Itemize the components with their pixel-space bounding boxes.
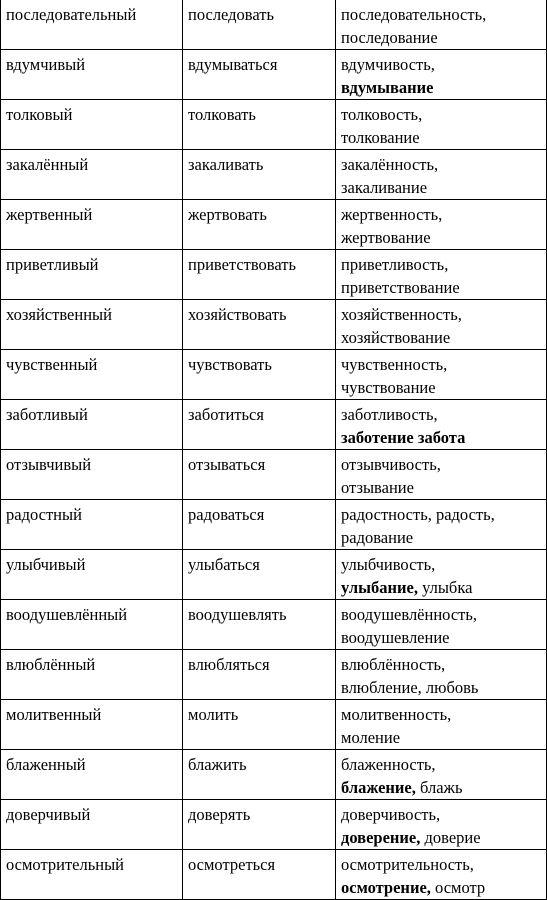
noun-segment: радостность, радость, <box>341 505 495 524</box>
noun-line <box>341 53 542 76</box>
noun-bold-segment: улыбание, <box>341 578 418 597</box>
verb-cell: доверять <box>183 800 336 850</box>
adjective-cell: осмотрительный <box>1 850 183 900</box>
noun-segment: отзывание <box>341 478 414 497</box>
noun-line <box>341 703 542 726</box>
noun-bold-segment: осмотрение, <box>341 878 431 897</box>
table-row <box>1 350 547 400</box>
table-row <box>1 800 547 850</box>
table-row <box>1 200 547 250</box>
noun-line <box>341 503 542 526</box>
noun-line <box>341 76 542 99</box>
noun-cell <box>336 0 547 50</box>
noun-segment: приветствование <box>341 278 460 297</box>
noun-cell <box>336 850 547 900</box>
noun-segment: улыбка <box>417 578 473 597</box>
table-body <box>1 0 547 900</box>
verb-cell: вдумываться <box>183 50 336 100</box>
noun-line <box>341 453 542 476</box>
noun-cell <box>336 250 547 300</box>
adjective-cell: заботливый <box>1 400 183 450</box>
noun-line <box>341 376 542 399</box>
noun-line <box>341 3 542 26</box>
verb-cell: улыбаться <box>183 550 336 600</box>
noun-cell <box>336 550 547 600</box>
noun-line <box>341 203 542 226</box>
table-row <box>1 750 547 800</box>
verb-cell: последовать <box>183 0 336 50</box>
noun-line <box>341 126 542 149</box>
noun-segment: влюблённость, <box>341 655 446 674</box>
adjective-cell: вдумчивый <box>1 50 183 100</box>
noun-segment: радование <box>341 528 414 547</box>
noun-segment: молитвенность, <box>341 705 452 724</box>
verb-cell: радоваться <box>183 500 336 550</box>
noun-cell <box>336 700 547 750</box>
table-row <box>1 300 547 350</box>
noun-line <box>341 776 542 799</box>
noun-cell <box>336 400 547 450</box>
noun-segment: воодушевление <box>341 628 450 647</box>
noun-line <box>341 226 542 249</box>
noun-cell <box>336 200 547 250</box>
noun-segment: чувствование <box>341 378 436 397</box>
noun-cell <box>336 750 547 800</box>
noun-segment: блажь <box>415 778 463 797</box>
noun-segment: воодушевлённость, <box>341 605 478 624</box>
noun-bold-segment: вдумывание <box>341 78 434 97</box>
noun-segment: заботливость, <box>341 405 438 424</box>
noun-segment: отзывчивость, <box>341 455 441 474</box>
noun-line <box>341 103 542 126</box>
noun-segment: последовательность, <box>341 5 487 24</box>
adjective-cell: приветливый <box>1 250 183 300</box>
noun-cell <box>336 600 547 650</box>
table-row <box>1 450 547 500</box>
noun-line <box>341 726 542 749</box>
noun-segment: толкование <box>341 128 420 147</box>
noun-line <box>341 176 542 199</box>
table-row <box>1 500 547 550</box>
noun-segment: осмотрительность, <box>341 855 474 874</box>
adjective-cell: доверчивый <box>1 800 183 850</box>
noun-cell <box>336 450 547 500</box>
noun-line <box>341 26 542 49</box>
noun-cell <box>336 650 547 700</box>
verb-cell: влюбляться <box>183 650 336 700</box>
noun-segment: моление <box>341 728 401 747</box>
verb-cell: молить <box>183 700 336 750</box>
noun-line <box>341 153 542 176</box>
adjective-cell: толковый <box>1 100 183 150</box>
noun-bold-segment: доверение, <box>341 828 421 847</box>
noun-line <box>341 303 542 326</box>
noun-cell <box>336 100 547 150</box>
noun-cell <box>336 800 547 850</box>
noun-segment: хозяйствование <box>341 328 451 347</box>
noun-line <box>341 876 542 899</box>
noun-segment: чувственность, <box>341 355 448 374</box>
table-row <box>1 550 547 600</box>
noun-line <box>341 403 542 426</box>
table-row <box>1 100 547 150</box>
verb-cell: жертвовать <box>183 200 336 250</box>
verb-cell: толковать <box>183 100 336 150</box>
noun-line <box>341 803 542 826</box>
noun-segment: жертвование <box>341 228 431 247</box>
noun-segment: толковость, <box>341 105 423 124</box>
noun-line <box>341 753 542 776</box>
noun-segment: влюбление, любовь <box>341 678 479 697</box>
noun-line <box>341 826 542 849</box>
noun-line <box>341 553 542 576</box>
table-row <box>1 850 547 900</box>
verb-cell: приветствовать <box>183 250 336 300</box>
noun-segment: закалённость, <box>341 155 439 174</box>
table-row <box>1 150 547 200</box>
noun-line <box>341 576 542 599</box>
adjective-cell: последовательный <box>1 0 183 50</box>
noun-segment: хозяйственность, <box>341 305 462 324</box>
noun-line <box>341 253 542 276</box>
noun-line <box>341 653 542 676</box>
noun-line <box>341 476 542 499</box>
noun-line <box>341 853 542 876</box>
noun-line <box>341 626 542 649</box>
adjective-cell: чувственный <box>1 350 183 400</box>
verb-cell: хозяйствовать <box>183 300 336 350</box>
adjective-cell: отзывчивый <box>1 450 183 500</box>
table-row <box>1 600 547 650</box>
noun-segment: жертвенность, <box>341 205 443 224</box>
table-row <box>1 700 547 750</box>
noun-line <box>341 603 542 626</box>
noun-cell <box>336 500 547 550</box>
noun-line <box>341 326 542 349</box>
noun-segment: блаженность, <box>341 755 436 774</box>
adjective-cell: воодушевлённый <box>1 600 183 650</box>
verb-cell: осмотреться <box>183 850 336 900</box>
noun-cell <box>336 150 547 200</box>
noun-cell <box>336 50 547 100</box>
noun-bold-segment: заботение забота <box>341 428 466 447</box>
noun-segment: доверчивость, <box>341 805 441 824</box>
table-row <box>1 400 547 450</box>
adjective-cell: блаженный <box>1 750 183 800</box>
adjective-cell: закалённый <box>1 150 183 200</box>
noun-line <box>341 426 542 449</box>
verb-cell: блажить <box>183 750 336 800</box>
adjective-cell: радостный <box>1 500 183 550</box>
table-row <box>1 50 547 100</box>
verb-cell: закаливать <box>183 150 336 200</box>
adjective-cell: молитвенный <box>1 700 183 750</box>
table-row <box>1 650 547 700</box>
verb-cell: отзываться <box>183 450 336 500</box>
noun-segment: вдумчивость, <box>341 55 435 74</box>
adjective-cell: влюблённый <box>1 650 183 700</box>
table-row <box>1 0 547 50</box>
noun-segment: последование <box>341 28 438 47</box>
noun-line <box>341 353 542 376</box>
noun-line <box>341 526 542 549</box>
verb-cell: чувствовать <box>183 350 336 400</box>
noun-segment: доверие <box>420 828 481 847</box>
noun-cell <box>336 350 547 400</box>
noun-cell <box>336 300 547 350</box>
noun-segment: улыбчивость, <box>341 555 436 574</box>
noun-line <box>341 676 542 699</box>
noun-segment: осмотр <box>430 878 486 897</box>
adjective-cell: хозяйственный <box>1 300 183 350</box>
adjective-cell: жертвенный <box>1 200 183 250</box>
verb-cell: воодушевлять <box>183 600 336 650</box>
noun-segment: приветливость, <box>341 255 449 274</box>
adjective-cell: улыбчивый <box>1 550 183 600</box>
noun-line <box>341 276 542 299</box>
noun-segment: закаливание <box>341 178 428 197</box>
noun-bold-segment: блажение, <box>341 778 416 797</box>
verb-cell: заботиться <box>183 400 336 450</box>
table-row <box>1 250 547 300</box>
